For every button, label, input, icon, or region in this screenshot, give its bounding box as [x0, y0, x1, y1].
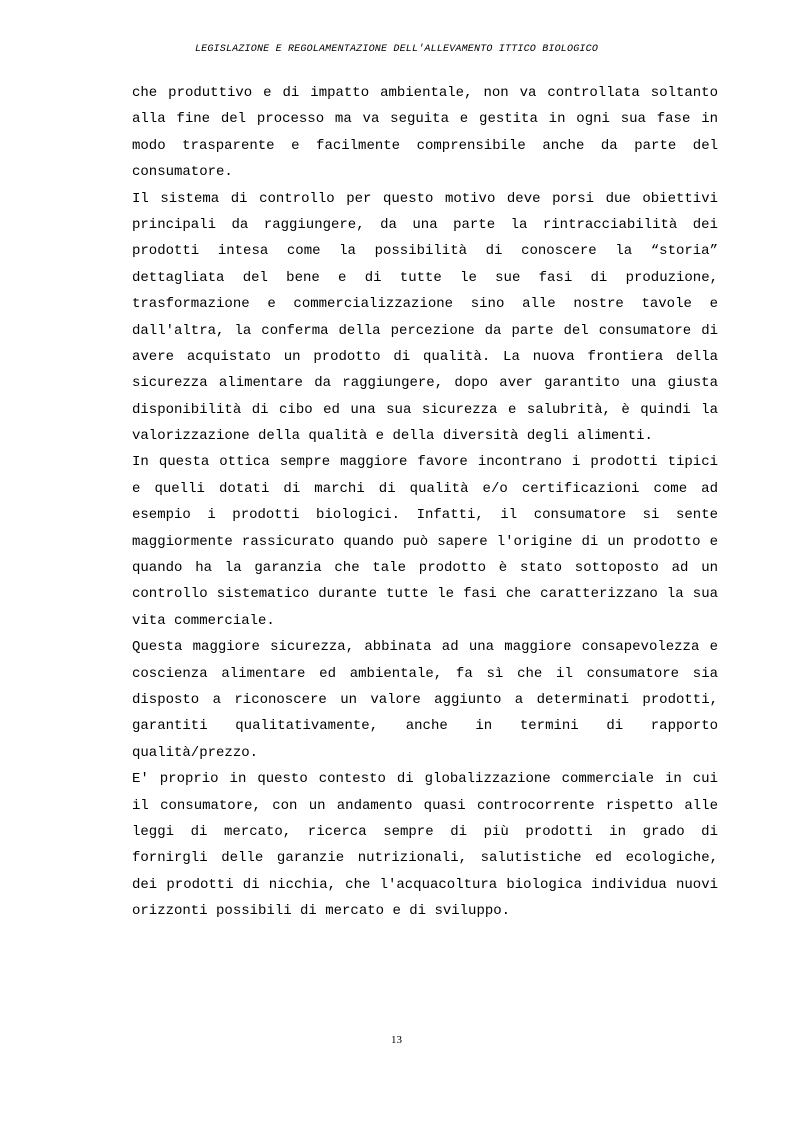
paragraph	[132, 634, 718, 766]
paragraph	[132, 766, 718, 924]
text-line: disponibilità di cibo ed una sua sicurezza e salubrità, è quindi la	[132, 401, 718, 418]
text-line: vita commerciale.	[132, 612, 275, 629]
text-line: trasformazione e commercializzazione sino alle nostre tavole e	[132, 296, 718, 313]
text-line: Il sistema di controllo per questo motivo deve porsi due obiettivi	[132, 190, 718, 207]
text-line: dei prodotti di nicchia, che l'acquacoltura biologica individua nuovi	[132, 876, 718, 893]
text-line: avere acquistato un prodotto di qualità. La nuova frontiera della	[132, 348, 718, 365]
paragraph	[132, 80, 718, 186]
text-line: sicurezza alimentare da raggiungere, dopo aver garantito una giusta	[132, 375, 718, 392]
text-line: In questa ottica sempre maggiore favore incontrano i prodotti tipici	[132, 454, 718, 471]
text-line: dettagliata del bene e di tutte le sue fasi di produzione,	[132, 269, 718, 286]
paragraph	[132, 449, 718, 634]
text-line: orizzonti possibili di mercato e di sviluppo.	[132, 903, 511, 920]
text-line: quando ha la garanzia che tale prodotto è stato sottoposto ad un	[132, 560, 718, 577]
text-line: che produttivo e di impatto ambientale, non va controllata soltanto	[132, 85, 718, 101]
body-text	[132, 80, 718, 925]
text-line: maggiormente rassicurato quando può sapere l'origine di un prodotto e	[132, 533, 718, 550]
text-line: disposto a riconoscere un valore aggiunto a determinati prodotti,	[132, 691, 718, 708]
text-line: esempio i prodotti biologici. Infatti, il consumatore si sente	[132, 507, 718, 524]
running-header: LEGISLAZIONE E REGOLAMENTAZIONE DELL'ALLEVAMENTO ITTICO BIOLOGICO	[194, 44, 599, 55]
page-number: 13	[391, 1034, 402, 1046]
text-line: principali da raggiungere, da una parte la rintracciabilità dei	[132, 216, 718, 233]
text-line: fornirgli delle garanzie nutrizionali, salutistiche ed ecologiche,	[132, 850, 718, 867]
text-line: modo trasparente e facilmente comprensibile anche da parte del	[132, 137, 718, 154]
text-line: alla fine del processo ma va seguita e gestita in ogni sua fase in	[132, 111, 718, 128]
text-line: valorizzazione della qualità e della diversità degli alimenti.	[132, 428, 653, 445]
text-line: E' proprio in questo contesto di globalizzazione commerciale in cui	[132, 771, 718, 788]
text-line: Questa maggiore sicurezza, abbinata ad una maggiore consapevolezza e	[132, 639, 718, 656]
text-line: dall'altra, la conferma della percezione da parte del consumatore di	[132, 322, 718, 339]
text-line: e quelli dotati di marchi di qualità e/o certificazioni come ad	[132, 480, 718, 497]
text-line: garantiti qualitativamente, anche in termini di rapporto	[132, 718, 718, 735]
text-line: prodotti intesa come la possibilità di conoscere la “storia”	[132, 243, 718, 260]
text-line: qualità/prezzo.	[132, 744, 259, 761]
text-line: consumatore.	[132, 164, 233, 181]
text-line: controllo sistematico durante tutte le fasi che caratterizzano la sua	[132, 586, 718, 603]
text-line: coscienza alimentare ed ambientale, fa sì che il consumatore sia	[132, 665, 718, 682]
text-line: il consumatore, con un andamento quasi controcorrente rispetto alle	[132, 797, 718, 814]
paragraph	[132, 186, 718, 450]
text-line: leggi di mercato, ricerca sempre di più prodotti in grado di	[132, 823, 718, 840]
